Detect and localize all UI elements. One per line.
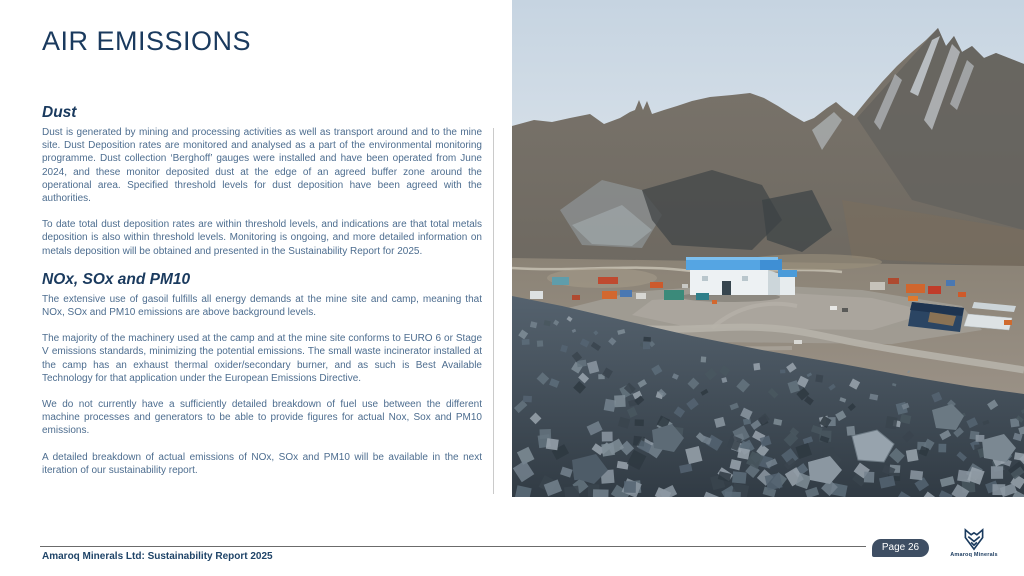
site-photo-illustration <box>512 0 1024 497</box>
fox-icon <box>962 528 986 551</box>
paragraph-dust-2: To date total dust deposition rates are within threshold levels, and indications are that total metals deposition is also within threshold levels. Monitoring is ongoing, and more detailed information on metals deposition will be obtained and presented in the Sustainability Report for 2025. <box>42 219 482 257</box>
page-number-badge: Page 26 <box>872 539 929 557</box>
logo-text: Amaroq Minerals <box>950 552 998 558</box>
paragraph-dust-1: Dust is generated by mining and processing activities as well as transport around and to the mine site. Dust Deposition rates are monitored and analysed as a part of the environmental monitoring programme. Dust collection ‘Berghoff’ gauges were installed and have been operated from June 2024, and these monitor deposited dust at the edge of an agreed buffer zone around the operational area. Specified threshold levels for dust deposition have been agreed with the authorities. <box>42 127 482 205</box>
paragraph-nox-3: We do not currently have a sufficiently detailed breakdown of fuel use between the different machine processes and generators to be able to provide figures for actual Nox, Sox and PM10 emissions. <box>42 399 482 437</box>
paragraph-nox-1: The extensive use of gasoil fulfills all energy demands at the mine site and camp, meaning that NOx, SOx and PM10 emissions are above background levels. <box>42 293 482 319</box>
site-photo <box>512 0 1024 497</box>
page-title: AIR EMISSIONS <box>42 26 252 56</box>
paragraph-nox-2: The majority of the machinery used at the camp and at the mine site conforms to EURO 6 or Stage V emissions standards, minimizing the potential emissions. The small waste incinerator installed at the camp has an exhaust thermal oxider/secondary burner, and as such is Best Available Technology for that application under the European Emissions Directive. <box>42 333 482 384</box>
paragraph-nox-4: A detailed breakdown of actual emissions of NOx, SOx and PM10 will be available in the next iteration of our sustainability report. <box>42 451 482 476</box>
company-logo <box>944 528 1004 558</box>
section-heading-nox-sox-pm10: NOx, SOx and PM10 <box>42 270 191 288</box>
section-heading-dust: Dust <box>42 104 77 121</box>
footer-report-label: Amaroq Minerals Ltd: Sustainability Report 2025 <box>42 551 273 562</box>
column-divider <box>493 128 494 494</box>
text-column <box>42 104 482 490</box>
footer-rule <box>40 546 866 547</box>
